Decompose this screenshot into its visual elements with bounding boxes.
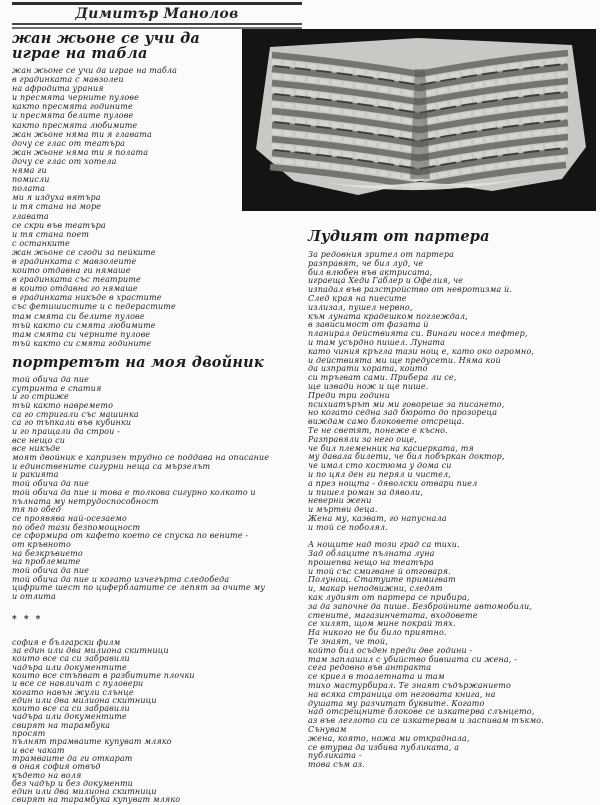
poem-line: софия е български филм	[12, 637, 121, 647]
poem-line: и пресмята черните пулове	[12, 93, 139, 103]
poem-line: той обича да пие	[12, 374, 90, 384]
poem-line: и единствените сигурни неща са мързелът	[12, 461, 211, 471]
poem-line: изпадал във разстройство от невротизма й.	[308, 285, 513, 295]
poem-line: излизал, пушел нервно,	[308, 302, 413, 312]
poem-line: си тръгват сами. Прибера ли се,	[308, 373, 457, 383]
poem-line: жан жьоне няма ти я главата	[12, 129, 152, 139]
poem-line: в градинката никъде в храстите	[12, 293, 162, 303]
poem-line: просят	[12, 729, 46, 739]
poem-title-stars: * * *	[12, 614, 43, 625]
poem-line: над отсрещните блокове се изкатерва слънцето,	[308, 707, 535, 717]
poem-line: Сънувам	[308, 725, 347, 735]
poem-line: помисли	[12, 175, 50, 185]
poem-line: да изпрати хората, които	[308, 364, 428, 374]
poem-line: по обед тази безпомощност	[12, 522, 141, 532]
poem-line: Те не светят, понеже е късно.	[308, 425, 448, 435]
poem-line: виждам само блоковете отсреща.	[308, 417, 465, 427]
poem-line: се сформира от кафето което се спуска по вените -	[12, 531, 249, 541]
poem-line: се скри във театъра	[12, 220, 106, 230]
poem-line: чадъра или документите	[12, 712, 127, 722]
poem-line: Полунощ. Статуите примигват	[308, 575, 456, 585]
poem-line: там смята си черните пулове	[12, 329, 151, 339]
poem-line: играеща Хеди Габлер и Офелия, че	[308, 276, 464, 286]
poem-line: в които отдавна го нямаше	[12, 284, 138, 294]
poem-line: Преди три години	[308, 390, 390, 400]
poem-line: и там усърдно пишел. Луната	[308, 337, 446, 347]
poem-line: чадъра или документите	[12, 662, 127, 672]
poem-line: там смята си белите пулове	[12, 311, 145, 321]
poem-line: все нещо си	[12, 435, 66, 445]
poem-line: неверни жени	[308, 496, 372, 506]
poem-line: които все са си забравили	[12, 704, 130, 714]
poem-line: свирят на тарамбука	[12, 720, 111, 730]
poem-line: на всяка страница от неговата книга, на	[308, 689, 496, 699]
left-column	[12, 31, 302, 805]
poem-line: дочу се глас от театъра	[12, 138, 126, 148]
poem-line: пълнят трамваите купуват мляко	[12, 737, 172, 747]
poem-line: в оная софия отвъд	[12, 762, 101, 772]
poem-line: че имал сто костюма у дома си	[308, 461, 452, 471]
poem-line: няма ги	[12, 166, 47, 176]
poem-line: разправят, че бил луд, че	[308, 258, 424, 268]
poem-line: в градинката с мавзолеите	[12, 256, 137, 266]
poem-line: жан жьоне се учи да играе на табла	[12, 66, 178, 75]
poem-line: бил влюбен във актрисата,	[308, 267, 433, 277]
poem-line: тъй както навремето	[12, 400, 114, 410]
poem-line: там заплашил с убийство бившата си жена, -	[308, 654, 518, 664]
poem-line: свирят на тарамбука купуват мляко	[12, 795, 181, 805]
poem-line: психиатърът ми ми говореше за писането,	[308, 399, 505, 409]
poem-line: ще извади нож и ще пише.	[308, 381, 429, 391]
poem-line: жена, която, ножа ми откраднала,	[308, 733, 470, 743]
poem-line: и той със смигване й отговаря.	[308, 566, 451, 576]
poem-line: и мъртви деца.	[308, 505, 378, 515]
poem-line: както пресмята годините	[12, 102, 133, 112]
poem-line: все никъде	[12, 444, 61, 454]
poem-line: един или два милиона скитници	[12, 787, 157, 797]
poem-line: на безкръвието	[12, 548, 83, 558]
poem-line: и, макар неподвижни, следят	[308, 584, 443, 594]
poem-line: стените, магазинчетата, входовете	[308, 610, 478, 620]
poem-line: сутринта е спатия	[12, 383, 102, 393]
poem-line: Разправяли за него още,	[308, 434, 417, 444]
poem-line: към луната крадешком поглеждал,	[308, 311, 468, 321]
poem-line: Зад облаците пълната луна	[308, 549, 435, 559]
poem-line: планирал действията си. Винаги носел тефтер,	[308, 329, 528, 339]
poem-line: и пресмята белите пулове	[12, 111, 134, 121]
poem-line: сега редовно във антракта	[308, 663, 432, 673]
poem-line: без чадър и без документи	[12, 778, 133, 788]
poem-line: и тя стана поет	[12, 229, 90, 239]
poem-line: тихо мастурбирал. Те знаят съдържанието	[308, 681, 511, 691]
poem-line: се криел в тоалетната и там	[308, 672, 445, 682]
poem-line: че бил племенник на касиерката, тя	[308, 443, 474, 453]
poem-line: за един или два милиона скитници	[12, 646, 169, 656]
poem-line: полата	[12, 184, 46, 194]
poem-line: Жена му, казват, го напуснала	[308, 513, 447, 523]
poem-line: дочу се глас от хотела	[12, 156, 117, 166]
poem-line: и го пращали да строи -	[12, 427, 120, 437]
poem-line: му давала билети, че бил побъркан доктор,	[308, 452, 505, 462]
poem-line: и тя стана на море	[12, 202, 102, 212]
poem-line: жан жьоне няма ти я полата	[12, 147, 149, 157]
poem-line: това съм аз.	[308, 760, 365, 770]
poem-line: които отдавна ги нямаше	[12, 266, 131, 276]
poem-line: главата	[12, 211, 49, 221]
poem-title-madman: Лудият от партера	[308, 228, 490, 245]
poem-line: и по цял ден ги перял и чистел,	[308, 469, 451, 479]
poem-line: и действията ми ще предусети. Няма кой	[308, 355, 501, 365]
poem-line: когато навън жули слънце	[12, 687, 134, 697]
poem-line: който бил осъден преди две години -	[308, 645, 473, 655]
poem-line: и пишел роман за дяволи,	[308, 487, 424, 497]
poem-title-portrait: портретът на моя двойник	[12, 353, 264, 371]
poem-madman	[308, 251, 594, 770]
poem-line: на проблемите	[12, 557, 81, 567]
poem-jean-genet	[12, 66, 302, 348]
poem-line: където на воля	[12, 770, 82, 780]
poem-line: и все се навличат с пуловери	[12, 679, 144, 689]
poem-line: и го стриже	[12, 392, 69, 402]
poem-line: в градинката с мавзолеи	[12, 75, 124, 85]
poem-line: са го тъпкали във кубинки	[12, 418, 132, 428]
poem-line: той обича да пие	[12, 479, 90, 489]
poem-line: с останките	[12, 238, 70, 248]
poem-line: се проявява най-осезаемо	[12, 513, 127, 523]
poem-line: и ракията	[12, 470, 59, 480]
poem-line: като чиния кръгла тази нощ е, като око огромно,	[308, 346, 534, 356]
poem-line: прошепва нещо на театъра	[308, 557, 434, 567]
poem-line: той обича да пие и когато изчегърта следобеда	[12, 574, 230, 584]
poem-line: А нощите над този град са тихи.	[308, 540, 460, 550]
poem-line: се хилят, щом мине покрай тях.	[308, 619, 456, 629]
poem-line: от кръвното	[12, 539, 71, 549]
poem-line: и отлита	[12, 592, 56, 602]
poem-line: които все стъпват в разбитите плочки	[12, 670, 195, 680]
poem-line: За редовния зрител от партера	[308, 250, 455, 259]
poem-line: Те знаят, че той,	[308, 637, 388, 647]
poem-line: тъй както си смята годините	[12, 338, 152, 348]
author-name: Димитър Манолов	[75, 6, 239, 22]
poem-line: са го стригали със машинка	[12, 409, 139, 419]
poem-line: както пресмята любимите	[12, 120, 138, 130]
poem-line: На никого не би било приятно.	[308, 628, 447, 638]
poem-line: тъй както си смята любимите	[12, 320, 156, 330]
poem-line: той обича да пие	[12, 566, 90, 576]
poem-line: а през нощта - дяволски отвари пиел	[308, 478, 478, 488]
poem-line: аз във леглото си се изкатервам и заспивам тъкмо.	[308, 716, 544, 726]
poem-line: жан жьоне се сгоди за пейките	[12, 247, 156, 257]
poem-sofia	[12, 639, 302, 805]
poem-line: един или два милиона скитници	[12, 695, 157, 705]
poem-line: в градинката със театрите	[12, 275, 141, 285]
poem-title-jean-genet: жан жьоне се учи да играе на табла	[12, 30, 200, 62]
poem-line: на афродита урания	[12, 84, 104, 94]
poem-line: за да започне да пише. Безбройните автомобили,	[308, 601, 533, 611]
poem-line: ми я издуха вятъра	[12, 193, 101, 203]
right-column	[308, 229, 594, 770]
poem-line: които все са си забравили	[12, 654, 130, 664]
poem-line: публиката -	[308, 751, 362, 761]
poem-line: След края на пиесите	[308, 293, 407, 303]
poem-line: той обича да пие и това е толкова сигурно колкото и	[12, 487, 256, 497]
top-rule	[12, 2, 302, 5]
poem-line: как лудият от партера се прибира,	[308, 593, 470, 603]
poem-line: се втурва да избива публиката, а	[308, 742, 460, 752]
poem-line: и той се поболял.	[308, 522, 388, 532]
poem-line: душата му разчитат буквите. Когато	[308, 698, 485, 708]
poem-line: цифрите шест по циферблатите се лепят за очите му	[12, 583, 266, 593]
poem-line: но когато седна зад бюрото до прозореца	[308, 408, 498, 418]
poem-line: със фетишистите и с педерастите	[12, 302, 176, 312]
poem-line: моят двойник е капризен трудно се поддава на описание	[12, 453, 270, 463]
poem-line: пълната му нетрудоспособност	[12, 496, 159, 506]
poem-line: в зависимост от фазата й	[308, 320, 429, 330]
poem-portrait	[12, 376, 302, 602]
poem-line: трамваите да ги откарат	[12, 753, 133, 763]
poem-line: тя по обед	[12, 505, 61, 515]
poem-line: и все чакат	[12, 745, 65, 755]
double-rule-upper	[12, 23, 302, 25]
